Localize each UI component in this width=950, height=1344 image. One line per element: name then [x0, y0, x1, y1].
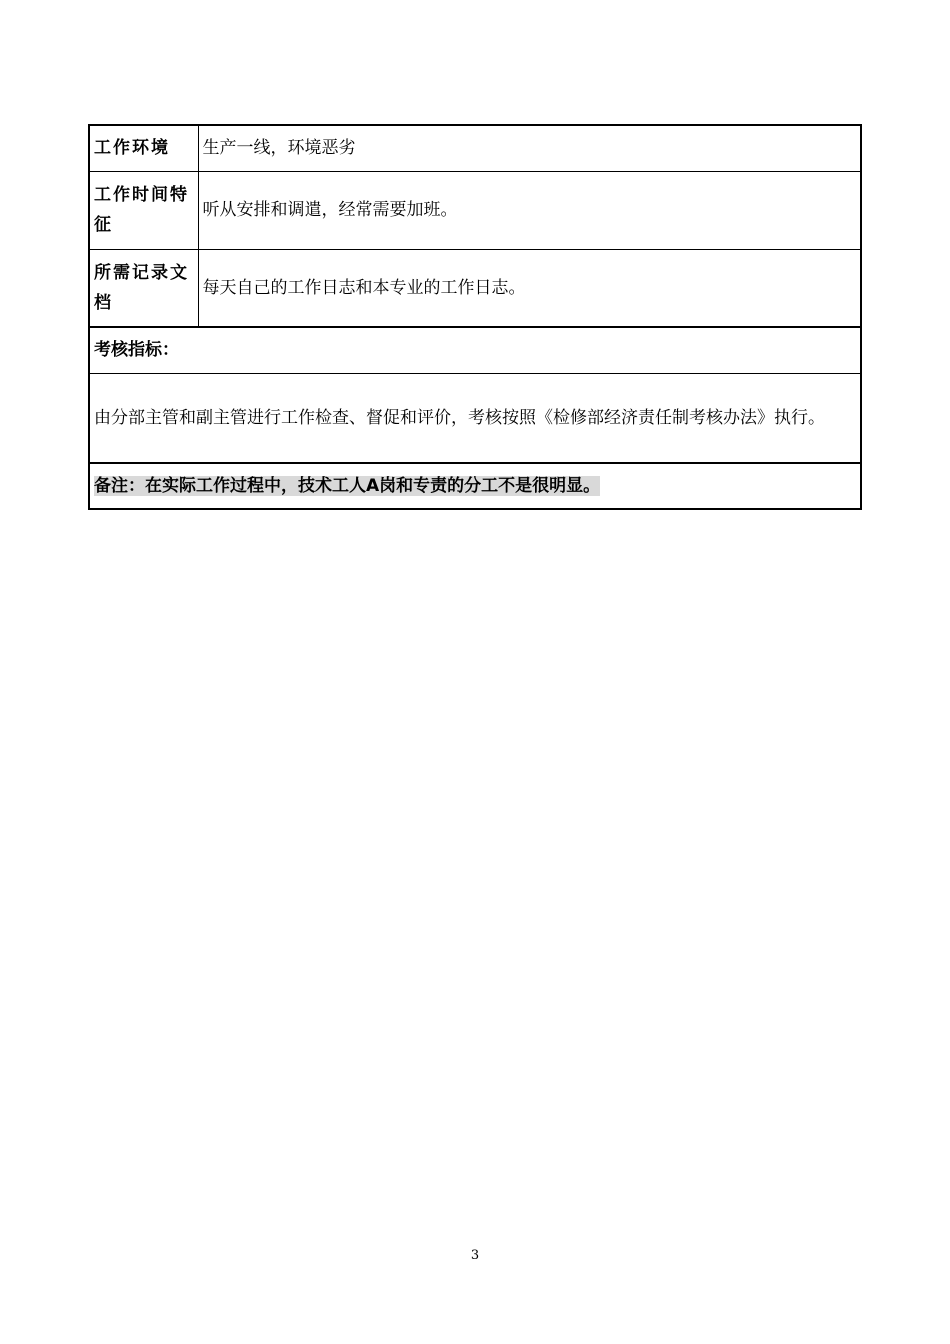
- row-work-environment: [89, 125, 861, 171]
- remark-text: 备注：在实际工作过程中，技术工人A岗和专责的分工不是很明显。: [94, 476, 601, 496]
- required-documents-label: 所需记录文档: [89, 249, 198, 327]
- row-required-documents: [89, 249, 861, 327]
- assessment-heading: 考核指标：: [89, 327, 861, 373]
- work-environment-value: 生产一线，环境恶劣: [198, 125, 861, 171]
- job-description-table: [88, 124, 862, 510]
- work-environment-label: 工作环境: [89, 125, 198, 171]
- work-time-label: 工作时间特征: [89, 171, 198, 249]
- remark-cell: [89, 463, 861, 509]
- page-number: 3: [470, 1248, 480, 1263]
- row-assessment-heading: [89, 327, 861, 373]
- required-documents-value: 每天自己的工作日志和本专业的工作日志。: [198, 249, 861, 327]
- row-work-time: [89, 171, 861, 249]
- row-assessment-body: [89, 373, 861, 463]
- row-remark: [89, 463, 861, 509]
- assessment-body: 由分部主管和副主管进行工作检查、督促和评价，考核按照《检修部经济责任制考核办法》执行。: [89, 373, 861, 463]
- work-time-value: 听从安排和调遣，经常需要加班。: [198, 171, 861, 249]
